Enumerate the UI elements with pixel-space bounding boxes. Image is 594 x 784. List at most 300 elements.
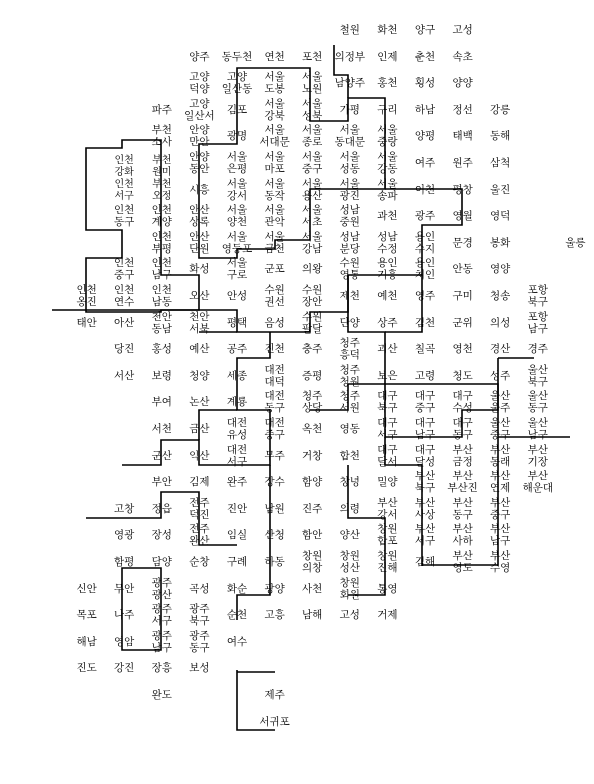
- district-label: 동안: [189, 163, 210, 175]
- district-label: 부산: [377, 496, 398, 509]
- busan-border: [385, 437, 498, 565]
- district-label: 서울: [226, 177, 248, 190]
- district-label: 안성: [226, 290, 248, 302]
- district-label: 서울: [339, 177, 360, 190]
- district-label: 동구: [264, 402, 285, 415]
- seoul-border: [199, 68, 385, 258]
- district-label: 영광: [114, 529, 135, 542]
- district-label: 안산: [189, 230, 210, 243]
- district-label: 전주: [189, 496, 210, 509]
- district-label: 동구: [452, 508, 473, 521]
- district-label: 서울: [302, 71, 323, 84]
- district-label: 가평: [339, 103, 360, 116]
- district-label: 거제: [377, 609, 398, 622]
- district-label: 영도: [452, 562, 473, 574]
- district-label: 제천: [339, 290, 360, 302]
- district-label: 울산: [490, 417, 511, 429]
- district-label: 동구: [114, 216, 135, 229]
- district-label: 인천: [151, 204, 172, 217]
- district-label: 청송: [490, 290, 511, 302]
- district-label: 광주: [189, 603, 210, 616]
- district-label: 고성: [452, 24, 473, 36]
- district-label: 남구: [527, 322, 548, 335]
- gyeonggi-south-border: [52, 189, 462, 332]
- district-label: 홍천: [377, 77, 398, 90]
- district-label: 파주: [151, 103, 172, 116]
- district-label: 부산: [414, 470, 436, 483]
- district-label: 홍성: [151, 343, 172, 356]
- district-label: 울산: [527, 417, 548, 429]
- district-label: 강동: [377, 163, 398, 175]
- district-label: 여주: [414, 157, 436, 169]
- district-label: 인천: [76, 284, 97, 296]
- district-label: 서울: [377, 124, 398, 137]
- district-label: 고성: [339, 609, 360, 622]
- district-label: 연수: [114, 296, 135, 308]
- district-label: 성북: [302, 109, 323, 122]
- district-label: 함안: [302, 529, 323, 542]
- district-label: 논산: [189, 396, 210, 409]
- district-label: 포항: [527, 284, 548, 296]
- district-label: 부천: [151, 124, 172, 137]
- district-label: 인천: [151, 257, 172, 270]
- district-label: 여수: [226, 635, 248, 648]
- district-label: 원미: [152, 167, 172, 178]
- district-label: 영양: [490, 263, 511, 276]
- district-label: 북구: [527, 296, 548, 308]
- district-label: 서구: [114, 191, 134, 202]
- district-label: 강릉: [490, 103, 511, 116]
- district-label: 관악: [264, 216, 285, 229]
- district-label: 춘천: [414, 50, 436, 63]
- district-label: 유성: [226, 429, 248, 441]
- gyeonggi-border: [334, 45, 348, 98]
- district-label: 강북: [264, 109, 285, 122]
- district-label: 합천: [339, 449, 360, 462]
- district-label: 청양: [189, 369, 210, 382]
- district-label: 성동: [339, 163, 360, 175]
- district-label: 경산: [490, 343, 511, 356]
- district-label: 서대문: [259, 136, 290, 149]
- district-label: 성남: [339, 230, 360, 243]
- district-label: 서울: [302, 230, 323, 243]
- district-label: 서울: [302, 151, 323, 163]
- district-label: 서귀포: [259, 715, 290, 728]
- district-label: 기흥: [377, 269, 398, 282]
- district-label: 달서: [377, 455, 398, 468]
- district-label: 양천: [226, 216, 248, 229]
- district-label: 동남: [151, 322, 172, 335]
- district-label: 수정: [377, 242, 398, 255]
- incheon-border: [86, 140, 199, 312]
- district-label: 대구: [414, 417, 436, 429]
- district-label: 양산: [339, 529, 360, 542]
- district-label: 수원: [339, 257, 360, 270]
- district-label: 목포: [76, 609, 97, 622]
- district-label: 청주: [339, 390, 360, 403]
- district-label: 서울: [264, 177, 285, 190]
- district-label: 서울: [302, 124, 323, 137]
- district-label: 구리: [377, 103, 398, 116]
- district-label: 부여: [151, 396, 172, 409]
- district-label: 대구: [452, 390, 473, 403]
- district-label: 화성: [189, 263, 210, 276]
- district-label: 화순: [226, 582, 248, 595]
- district-label: 기장: [527, 455, 548, 468]
- chungbuk-east-border: [199, 410, 237, 440]
- district-label: 청주: [339, 337, 360, 350]
- district-label: 서울: [226, 151, 248, 163]
- district-label: 고흥: [264, 609, 285, 622]
- district-label: 봉화: [490, 236, 511, 249]
- district-label: 도봉: [264, 83, 285, 96]
- district-label: 원주: [452, 157, 473, 169]
- district-label: 동구: [452, 429, 473, 441]
- district-label: 의령: [339, 502, 360, 515]
- district-label: 일산동: [221, 83, 253, 96]
- district-label: 고령: [414, 369, 436, 382]
- district-label: 부산: [452, 550, 473, 562]
- district-label: 공주: [226, 343, 248, 356]
- district-label: 대전: [264, 417, 285, 429]
- district-label: 수지: [414, 242, 436, 255]
- district-label: 중구: [302, 163, 323, 175]
- district-label: 인천: [114, 204, 135, 217]
- district-label: 오산: [189, 290, 210, 302]
- district-label: 동해: [490, 130, 511, 143]
- district-label: 단원: [189, 242, 210, 255]
- district-label: 철원: [339, 24, 360, 36]
- district-label: 남동: [151, 296, 172, 308]
- district-label: 부천: [152, 155, 172, 166]
- district-label: 대구: [377, 417, 398, 429]
- district-label: 중원: [339, 216, 360, 229]
- district-label: 서구: [226, 455, 248, 468]
- district-label: 영통: [339, 269, 360, 282]
- district-label: 동구: [189, 641, 210, 654]
- chungcheong-border: [122, 332, 270, 465]
- district-label: 무안: [114, 582, 135, 595]
- district-label: 부산: [490, 496, 511, 509]
- district-label: 영동: [339, 423, 360, 435]
- district-label: 이천: [414, 183, 436, 196]
- district-label: 대전: [264, 390, 285, 403]
- district-label: 경주: [527, 343, 548, 356]
- district-label: 진주: [302, 502, 323, 515]
- daegu-border: [385, 384, 498, 437]
- district-label: 광주: [189, 629, 210, 642]
- district-label: 강서: [226, 189, 248, 202]
- district-label: 중구: [490, 429, 511, 441]
- district-label: 김제: [189, 476, 210, 489]
- district-label: 강화: [114, 167, 134, 178]
- district-label: 산청: [264, 529, 285, 542]
- district-label: 김천: [414, 316, 436, 329]
- district-label: 성주: [490, 369, 511, 382]
- district-label: 연천: [264, 50, 285, 63]
- district-label: 장성: [151, 529, 172, 542]
- district-label: 대구: [377, 443, 398, 456]
- district-label: 고양: [226, 71, 248, 84]
- district-label: 대전: [264, 363, 285, 376]
- district-label: 밀양: [377, 476, 398, 489]
- district-label: 강서: [377, 508, 398, 521]
- district-label: 시흥: [189, 183, 210, 196]
- district-label: 인천: [114, 179, 134, 190]
- district-label: 북구: [377, 402, 398, 415]
- district-label: 북구: [527, 375, 548, 388]
- district-label: 금천: [264, 242, 285, 255]
- district-label: 서울: [302, 204, 323, 217]
- district-label: 창녕: [339, 476, 360, 489]
- district-label: 서구: [377, 429, 398, 441]
- district-label: 노원: [302, 83, 323, 96]
- district-label: 용인: [377, 257, 398, 270]
- district-label: 보성: [189, 662, 210, 675]
- district-label: 서울: [226, 230, 248, 243]
- district-label: 군포: [264, 263, 285, 276]
- district-label: 부산: [452, 523, 473, 536]
- district-label: 권선: [264, 296, 285, 308]
- district-label: 인제: [377, 50, 398, 63]
- jeolla-gyeongsang-border: [237, 465, 275, 730]
- district-label: 부산: [490, 550, 511, 562]
- district-label: 북구: [189, 615, 210, 628]
- district-label: 덕진: [189, 508, 210, 521]
- district-label: 화천: [377, 24, 398, 36]
- district-label: 서울: [226, 257, 248, 270]
- district-label: 울산: [527, 390, 548, 403]
- district-label: 서울: [377, 177, 398, 190]
- district-label: 중구: [264, 429, 285, 441]
- district-label: 부산: [490, 470, 511, 483]
- district-label: 부평: [151, 242, 172, 255]
- district-label: 남해: [302, 609, 323, 622]
- district-label: 예천: [377, 290, 398, 302]
- district-label: 담양: [151, 556, 172, 568]
- district-label: 진천: [264, 343, 285, 356]
- district-label: 남구: [490, 535, 511, 548]
- district-label: 평창: [452, 183, 473, 196]
- district-label: 옥천: [302, 423, 323, 435]
- district-label: 수원: [302, 310, 323, 323]
- district-label: 함평: [114, 556, 135, 568]
- district-label: 정읍: [151, 502, 172, 515]
- district-label: 양평: [414, 130, 436, 143]
- district-label: 부산: [414, 496, 436, 509]
- district-label: 제주: [264, 689, 285, 701]
- district-label: 해운대: [522, 482, 554, 495]
- district-label: 송파: [377, 189, 398, 202]
- district-label: 남원: [264, 502, 285, 515]
- district-label: 단양: [339, 316, 360, 329]
- district-label: 광주: [151, 576, 172, 589]
- district-label: 중랑: [377, 136, 398, 149]
- district-label: 성남: [377, 230, 398, 243]
- district-label: 하동: [264, 556, 285, 568]
- district-label: 태안: [76, 316, 97, 329]
- district-label: 순창: [189, 556, 210, 568]
- district-label: 달성: [414, 455, 436, 468]
- district-label: 서구: [151, 615, 172, 628]
- district-label: 인천: [151, 230, 172, 243]
- district-label: 서울: [226, 204, 248, 217]
- district-label: 충주: [302, 343, 323, 356]
- district-label: 연제: [490, 482, 511, 495]
- district-label: 천안: [151, 310, 172, 323]
- district-label: 영천: [452, 343, 473, 356]
- district-label: 창원: [377, 550, 398, 562]
- district-label: 용인: [414, 230, 436, 243]
- district-label: 팔달: [302, 322, 323, 335]
- district-label: 계룡: [226, 396, 248, 409]
- district-label: 광명: [226, 130, 248, 143]
- district-label: 서울: [264, 124, 285, 137]
- district-label: 상주: [377, 316, 398, 329]
- district-label: 창원: [339, 576, 360, 589]
- district-label: 대구: [414, 390, 436, 403]
- district-label: 중구: [414, 402, 436, 415]
- district-label: 영등포: [221, 242, 253, 255]
- district-label: 창원: [302, 550, 323, 562]
- district-label: 의창: [302, 562, 323, 574]
- district-label: 서울: [302, 177, 323, 190]
- district-label: 문경: [452, 236, 473, 249]
- district-label: 김포: [226, 103, 248, 116]
- district-label: 남구: [414, 429, 436, 441]
- district-label: 동두천: [221, 50, 253, 63]
- district-label: 양주: [189, 50, 210, 63]
- district-label: 포항: [527, 310, 548, 323]
- district-label: 아산: [114, 316, 135, 329]
- district-label: 서울: [339, 124, 360, 137]
- district-label: 계양: [151, 216, 172, 229]
- district-label: 부산: [452, 443, 473, 456]
- district-label: 진안: [226, 502, 248, 515]
- district-label: 서초: [302, 216, 323, 229]
- district-label: 진도: [76, 662, 97, 675]
- district-label: 함양: [302, 476, 323, 489]
- district-label: 서울: [264, 71, 285, 84]
- district-label: 세종: [226, 369, 248, 382]
- district-label: 소사: [151, 136, 172, 149]
- district-label: 인천: [114, 257, 135, 270]
- district-label: 정선: [452, 103, 473, 116]
- district-label: 광주: [151, 629, 172, 642]
- district-label: 동대문: [334, 136, 366, 149]
- district-label: 수영: [490, 562, 511, 574]
- district-label: 옹진: [76, 296, 97, 308]
- district-label: 칠곡: [414, 343, 436, 356]
- district-label: 보령: [151, 369, 172, 382]
- district-label: 장안: [302, 296, 323, 308]
- district-label: 임실: [226, 529, 248, 542]
- district-label: 용인: [414, 257, 436, 270]
- district-label: 서울: [302, 97, 323, 110]
- district-label: 수원: [264, 284, 285, 296]
- district-label: 서울: [264, 204, 285, 217]
- district-label: 청원: [339, 375, 360, 388]
- gwangju-border: [122, 568, 161, 650]
- district-label: 속초: [452, 50, 473, 63]
- district-label: 청주: [339, 363, 360, 376]
- district-label: 영주: [414, 290, 436, 302]
- district-label: 합포: [377, 535, 398, 548]
- district-label: 부산: [452, 496, 473, 509]
- district-label: 성남: [339, 204, 360, 217]
- district-label: 영월: [452, 210, 473, 223]
- district-label: 울산: [490, 390, 511, 403]
- district-label: 부산: [490, 443, 511, 456]
- district-label: 청주: [302, 390, 323, 403]
- changwon-border: [348, 465, 385, 595]
- district-label: 대덕: [264, 375, 285, 388]
- district-label: 서천: [151, 423, 172, 435]
- district-label: 장수: [264, 476, 285, 489]
- district-label: 완산: [189, 535, 210, 548]
- district-label: 만안: [189, 136, 210, 149]
- district-label: 인천: [114, 284, 135, 296]
- district-label: 부산: [527, 443, 548, 456]
- district-label: 양양: [452, 77, 473, 90]
- district-label: 천안: [189, 310, 210, 323]
- district-label: 서구: [414, 535, 436, 548]
- district-label: 울주: [490, 402, 511, 415]
- district-label: 부천: [152, 179, 172, 190]
- district-label: 안산: [189, 204, 210, 217]
- district-label: 대구: [377, 390, 398, 403]
- district-label: 마포: [264, 163, 285, 175]
- district-label: 사상: [414, 508, 436, 521]
- district-label: 삼척: [490, 157, 511, 169]
- district-label: 창원: [339, 550, 360, 562]
- district-label: 서북: [189, 322, 210, 335]
- district-label: 남구: [527, 429, 548, 441]
- district-label: 완도: [151, 689, 172, 701]
- district-label: 영암: [114, 635, 135, 648]
- district-label: 수원: [302, 284, 323, 296]
- district-label: 고양: [189, 71, 210, 84]
- district-label: 서울: [264, 97, 285, 110]
- district-label: 의왕: [302, 263, 323, 276]
- district-label: 보은: [377, 369, 398, 382]
- district-label: 동작: [264, 189, 285, 202]
- district-label: 북구: [414, 482, 436, 495]
- district-label: 용산: [302, 189, 323, 202]
- district-label: 울릉: [565, 236, 586, 249]
- district-label: 남구: [151, 269, 172, 282]
- district-label: 강진: [114, 662, 135, 675]
- district-label: 증평: [302, 369, 323, 382]
- district-label: 김해: [414, 556, 436, 568]
- district-label: 양구: [414, 24, 436, 36]
- district-label: 군위: [452, 316, 473, 329]
- district-label: 서원: [339, 402, 360, 415]
- district-label: 장흥: [151, 662, 172, 675]
- district-label: 사하: [452, 535, 473, 548]
- district-label: 고창: [114, 502, 135, 515]
- district-label: 일산서: [184, 109, 215, 122]
- district-label: 부산: [490, 523, 511, 536]
- ulsan-border: [498, 358, 570, 437]
- district-label: 서울: [339, 151, 360, 163]
- district-label: 포천: [302, 50, 323, 63]
- district-label: 상당: [302, 402, 323, 415]
- district-label: 광주: [414, 210, 436, 223]
- district-label: 구로: [226, 269, 248, 282]
- district-label: 괴산: [377, 343, 398, 356]
- district-label: 횡성: [414, 77, 436, 90]
